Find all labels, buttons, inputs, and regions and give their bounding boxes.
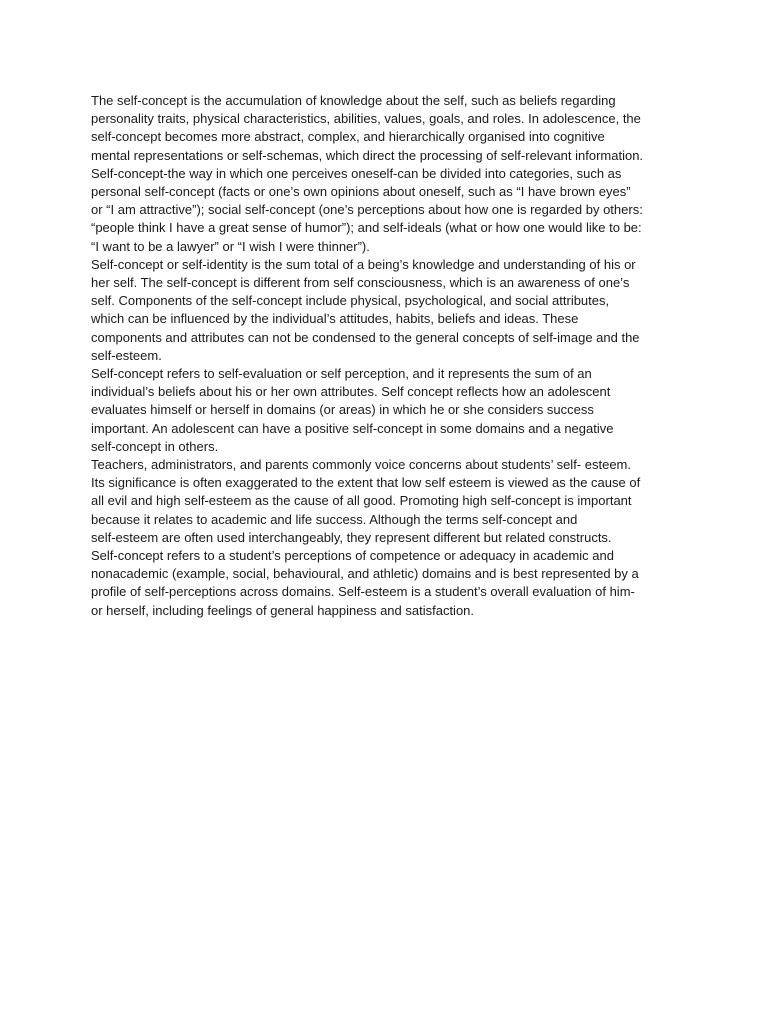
text-line: because it relates to academic and life success. Although the terms self-concept and xyxy=(91,511,578,527)
text-line: personal self-concept (facts or one’s own opinions about oneself, such as “I have brown eyes” xyxy=(91,184,631,200)
text-line: which can be influenced by the individual’s attitudes, habits, beliefs and ideas. These xyxy=(91,311,579,327)
text-line: self. Components of the self-concept include physical, psychological, and social attributes, xyxy=(91,293,610,309)
text-line: “people think I have a great sense of humor”); and self-ideals (what or how one would like to be: xyxy=(91,220,642,236)
text-line: individual’s beliefs about his or her own attributes. Self concept reflects how an adolescent xyxy=(91,384,611,400)
text-line: components and attributes can not be condensed to the general concepts of self-image and the xyxy=(91,329,640,345)
text-line: Self-concept refers to a student’s perceptions of competence or adequacy in academic and xyxy=(91,548,614,564)
text-line: all evil and high self-esteem as the cause of all good. Promoting high self-concept is important xyxy=(91,493,632,509)
text-line: self-concept becomes more abstract, complex, and hierarchically organised into cognitive xyxy=(91,129,605,145)
text-line: personality traits, physical characteristics, abilities, values, goals, and roles. In adolescence, the xyxy=(91,111,641,127)
text-line: important. An adolescent can have a positive self-concept in some domains and a negative xyxy=(91,420,614,436)
text-line: or “I am attractive”); social self-concept (one’s perceptions about how one is regarded by others: xyxy=(91,202,643,218)
text-line: self-esteem. xyxy=(91,347,162,363)
text-line: The self-concept is the accumulation of knowledge about the self, such as beliefs regarding xyxy=(91,93,616,108)
text-line: self-concept in others. xyxy=(91,438,219,454)
text-line: profile of self-perceptions across domains. Self-esteem is a student’s overall evaluation of him- xyxy=(91,584,635,600)
text-line: mental representations or self-schemas, which direct the processing of self-relevant information. xyxy=(91,147,644,163)
text-line: Self-concept or self-identity is the sum total of a being’s knowledge and understanding of his or xyxy=(91,256,636,272)
text-line: Self-concept-the way in which one perceives oneself-can be divided into categories, such as xyxy=(91,165,622,181)
text-line: Teachers, administrators, and parents commonly voice concerns about students’ self- esteem. xyxy=(91,457,631,473)
text-line: or herself, including feelings of general happiness and satisfaction. xyxy=(91,602,475,618)
text-line: Its significance is often exaggerated to the extent that low self esteem is viewed as the cause of xyxy=(91,475,641,491)
document-body xyxy=(91,92,687,620)
text-line: “I want to be a lawyer” or “I wish I were thinner”). xyxy=(91,238,370,254)
text-line: self-esteem are often used interchangeably, they represent different but related constructs. xyxy=(91,529,612,545)
text-line: nonacademic (example, social, behavioural, and athletic) domains and is best represented by a xyxy=(91,566,639,582)
text-line: evaluates himself or herself in domains (or areas) in which he or she considers success xyxy=(91,402,594,418)
text-line: her self. The self-concept is different from self consciousness, which is an awareness of one’s xyxy=(91,275,630,291)
text-line: Self-concept refers to self-evaluation or self perception, and it represents the sum of an xyxy=(91,366,592,382)
